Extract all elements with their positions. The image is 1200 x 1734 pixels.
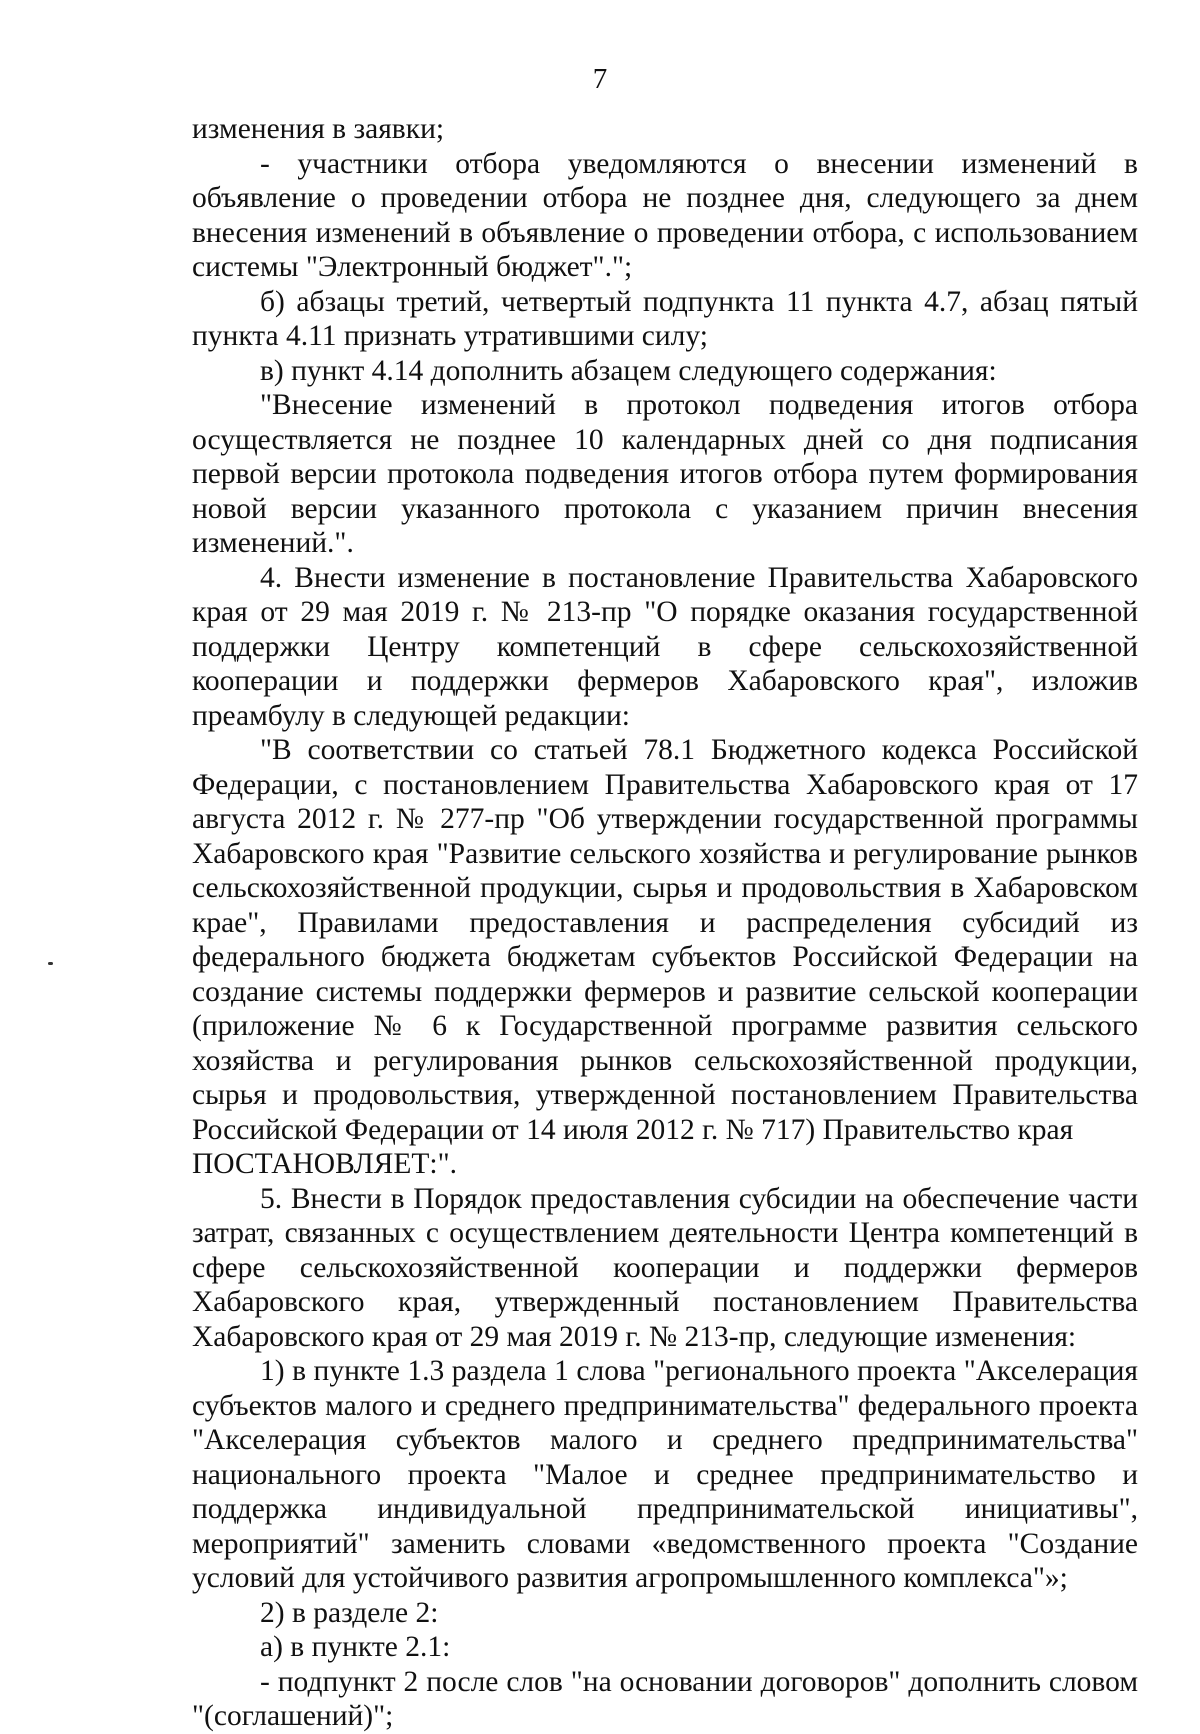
paragraph-protocol-changes: "Внесение изменений в протокол подведения итогов отбора осуществляется не позднее 10 календарных дней со дня подписания первой версии протокола подведения итогов отбора путем формирования новой версии указанного протокола с указанием причин внесения изменений.".	[192, 389, 1138, 559]
paragraph-item-a: а) в пункте 2.1:	[260, 1631, 451, 1663]
paragraph-point-4: 4. Внести изменение в постановление Правительства Хабаровского края от 29 мая 2019 г. № 213-пр "О порядке оказания государственной поддержки Центру компетенций в сфере сельскохозяйственной кооперации и поддержки фермеров Хабаровского края", изложив преамбулу в следующей редакции:	[192, 561, 1138, 732]
page-number: 7	[592, 63, 608, 95]
paragraph-subpoint-1: 1) в пункте 1.3 раздела 1 слова "регионального проекта "Акселерация субъектов малого и среднего предпринимательства" федерального проекта "Акселерация субъектов малого и среднего предпринимательства" национального проекта "Малое и среднее предпринимательство и поддержка индивидуальной предпринимательской инициативы", мероприятий" заменить словами «ведомственного проекта "Создание условий для устойчивого развития агропромышленного комплекса"»;	[192, 1355, 1138, 1594]
paragraph-subpoint-2: 2) в разделе 2:	[260, 1596, 439, 1629]
scan-mark	[48, 962, 53, 965]
paragraph-decree: ПОСТАНОВЛЯЕТ:".	[192, 1148, 457, 1180]
paragraph-participants-notice: - участники отбора уведомляются о внесении изменений в объявление о проведении отбора не позднее дня, следующего за днем внесения изменений в объявление о проведении отбора, с использованием системы "Электронный бюджет".";	[192, 147, 1138, 283]
paragraph-subpoint-2-detail: - подпункт 2 после слов "на основании договоров" дополнить словом "(соглашений)";	[192, 1665, 1138, 1732]
paragraph-preamble: "В соответствии со статьей 78.1 Бюджетного кодекса Российской Федерации, с постановлением Правительства Хабаровского края от 17 августа 2012 г. № 277-пр "Об утверждении государственной программы Хабаровского края "Развитие сельского хозяйства и регулирование рынков сельскохозяйственной продукции, сырья и продовольствия в Хабаровском крае", Правилами предоставления и распределения субсидий из федерального бюджета бюджетам субъектов Российской Федерации на создание системы поддержки фермеров и развитие сельской кооперации (приложение № 6 к Государственной программе развития сельского хозяйства и регулирования рынков сельскохозяйственной продукции, сырья и продовольствия, утвержденной постановлением Правительства Российской Федерации от 14 июля 2012 г. № 717) Правительство края	[192, 734, 1138, 1146]
paragraph-item-v: в) пункт 4.14 дополнить абзацем следующего содержания:	[260, 354, 997, 387]
paragraph-item-b: б) абзацы третий, четвертый подпункта 11 пункта 4.7, абзац пятый пункта 4.11 признать утратившими силу;	[192, 285, 1138, 352]
paragraph-point-5: 5. Внести в Порядок предоставления субсидии на обеспечение части затрат, связанных с осуществлением деятельности Центра компетенций в сфере сельскохозяйственной кооперации и поддержки фермеров Хабаровского края, утвержденный постановлением Правительства Хабаровского края от 29 мая 2019 г. № 213-пр, следующие изменения:	[192, 1182, 1138, 1353]
document-body	[192, 112, 1138, 1734]
paragraph-continuation: изменения в заявки;	[192, 113, 445, 145]
